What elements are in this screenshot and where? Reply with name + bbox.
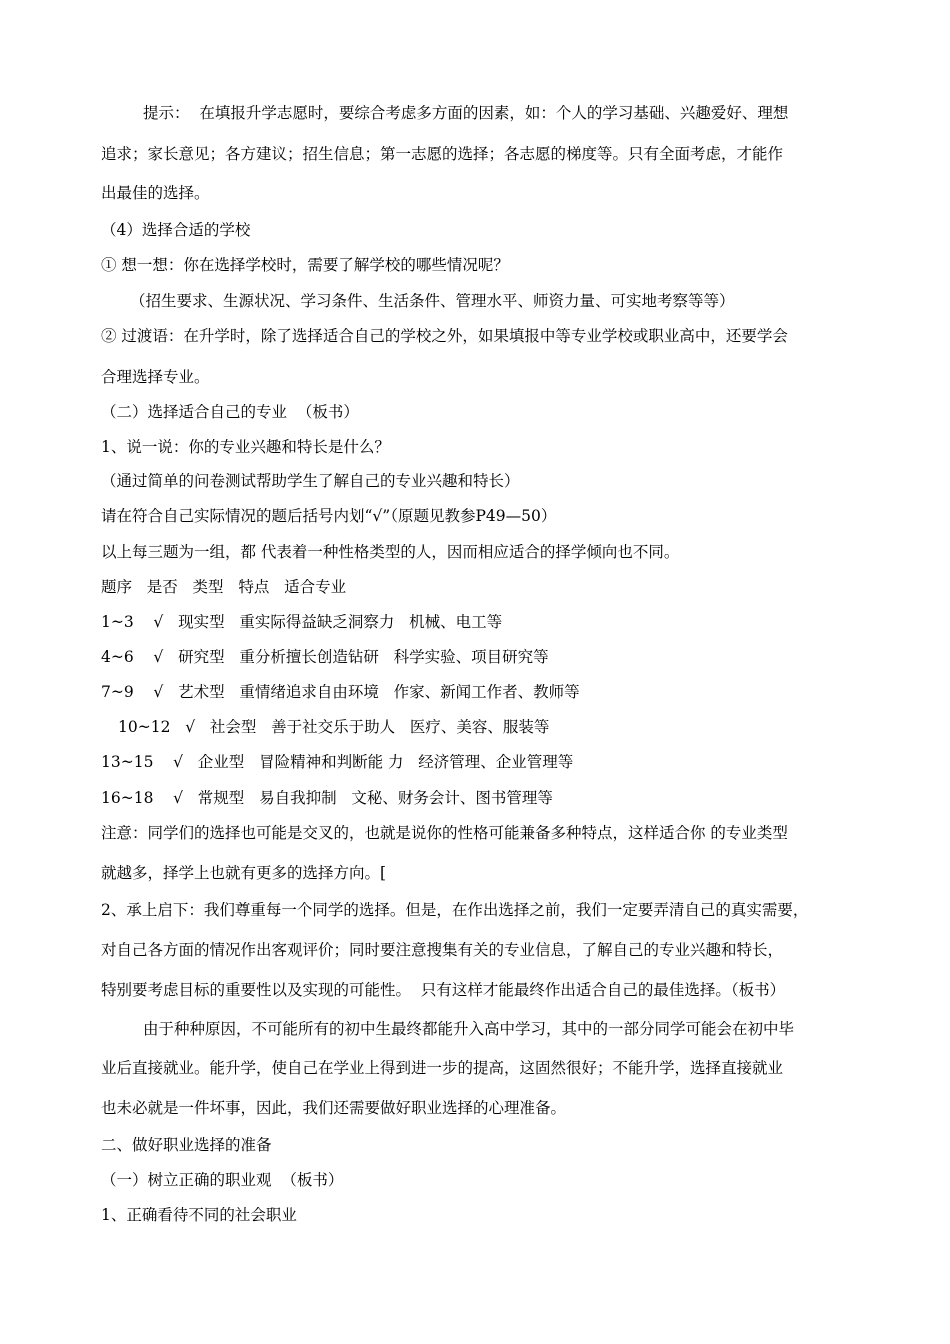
section-heading: 二、做好职业选择的准备 [101, 1136, 272, 1154]
subsection-heading: （一）树立正确的职业观 （板书） [101, 1171, 344, 1189]
text-line-9: （二）选择适合自己的专业 （板书） [101, 403, 359, 421]
text-line-2: 追求；家长意见；各方建议；招生信息；第一志愿的选择；各志愿的梯度等。只有全面考虑，才能作 [101, 145, 784, 163]
table-row-5: 13~15 √ 企业型 冒险精神和判断能 力 经济管理、企业管理等 [101, 753, 574, 771]
text-line-4: （4）选择合适的学校 [101, 221, 251, 239]
text-line-12: 请在符合自己实际情况的题后括号内划“√”（原题见教参P49—50） [101, 507, 557, 525]
text-line-25: 特别要考虑目标的重要性以及实现的可能性。 只有这样才能最终作出适合自己的最佳选择。（板书） [101, 981, 786, 999]
table-row-2: 4~6 √ 研究型 重分析擅长创造钻研 科学实验、项目研究等 [101, 648, 549, 666]
table-header: 题序 是否 类型 特点 适合专业 [101, 578, 347, 596]
text-line-22: 就越多，择学上也就有更多的选择方向。[ [101, 864, 387, 882]
text-line-3: 出最佳的选择。 [101, 184, 210, 202]
text-line-8: 合理选择专业。 [101, 368, 210, 386]
text-line-11: （通过简单的问卷测试帮助学生了解自己的专业兴趣和特长） [101, 472, 520, 490]
text-line-7: ② 过渡语：在升学时，除了选择适合自己的学校之外，如果填报中等专业学校或职业高中，还要学会 [101, 327, 788, 345]
text-line-31: 1、正确看待不同的社会职业 [101, 1206, 297, 1224]
text-line-13: 以上每三题为一组，都 代表着一种性格类型的人，因而相应适合的择学倾向也不同。 [101, 543, 680, 561]
text-line-28: 也未必就是一件坏事，因此，我们还需要做好职业选择的心理准备。 [101, 1099, 567, 1117]
text-line-5: ① 想一想：你在选择学校时，需要了解学校的哪些情况呢？ [101, 256, 509, 274]
text-line-24: 对自己各方面的情况作出客观评价；同时要注意搜集有关的专业信息，了解自己的专业兴趣和特长， [101, 941, 784, 959]
table-row-1: 1~3 √ 现实型 重实际得益缺乏洞察力 机械、电工等 [101, 613, 503, 631]
text-line-27: 业后直接就业。能升学，使自己在学业上得到进一步的提高，这固然很好；不能升学，选择直接就业 [101, 1059, 784, 1077]
text-line-26: 由于种种原因，不可能所有的初中生最终都能升入高中学习，其中的一部分同学可能会在初中毕 [143, 1020, 795, 1038]
table-row-6: 16~18 √ 常规型 易自我抑制 文秘、财务会计、图书管理等 [101, 789, 553, 807]
text-line-6: （招生要求、生源状况、学习条件、生活条件、管理水平、师资力量、可实地考察等等） [130, 292, 735, 310]
text-line-23: 2、承上启下：我们尊重每一个同学的选择。但是，在作出选择之前，我们一定要弄清自己的真实需要， [101, 901, 809, 919]
text-line-21: 注意：同学们的选择也可能是交叉的，也就是说你的性格可能兼备多种特点，这样适合你 的专业类型 [101, 824, 788, 842]
text-line-10: 1、说一说：你的专业兴趣和特长是什么？ [101, 438, 390, 456]
table-row-4: 10~12 √ 社会型 善于社交乐于助人 医疗、美容、服装等 [118, 718, 550, 736]
table-row-3: 7~9 √ 艺术型 重情绪追求自由环境 作家、新闻工作者、教师等 [101, 683, 580, 701]
text-line-1: 提示： 在填报升学志愿时，要综合考虑多方面的因素，如：个人的学习基础、兴趣爱好、理想 [143, 104, 789, 122]
